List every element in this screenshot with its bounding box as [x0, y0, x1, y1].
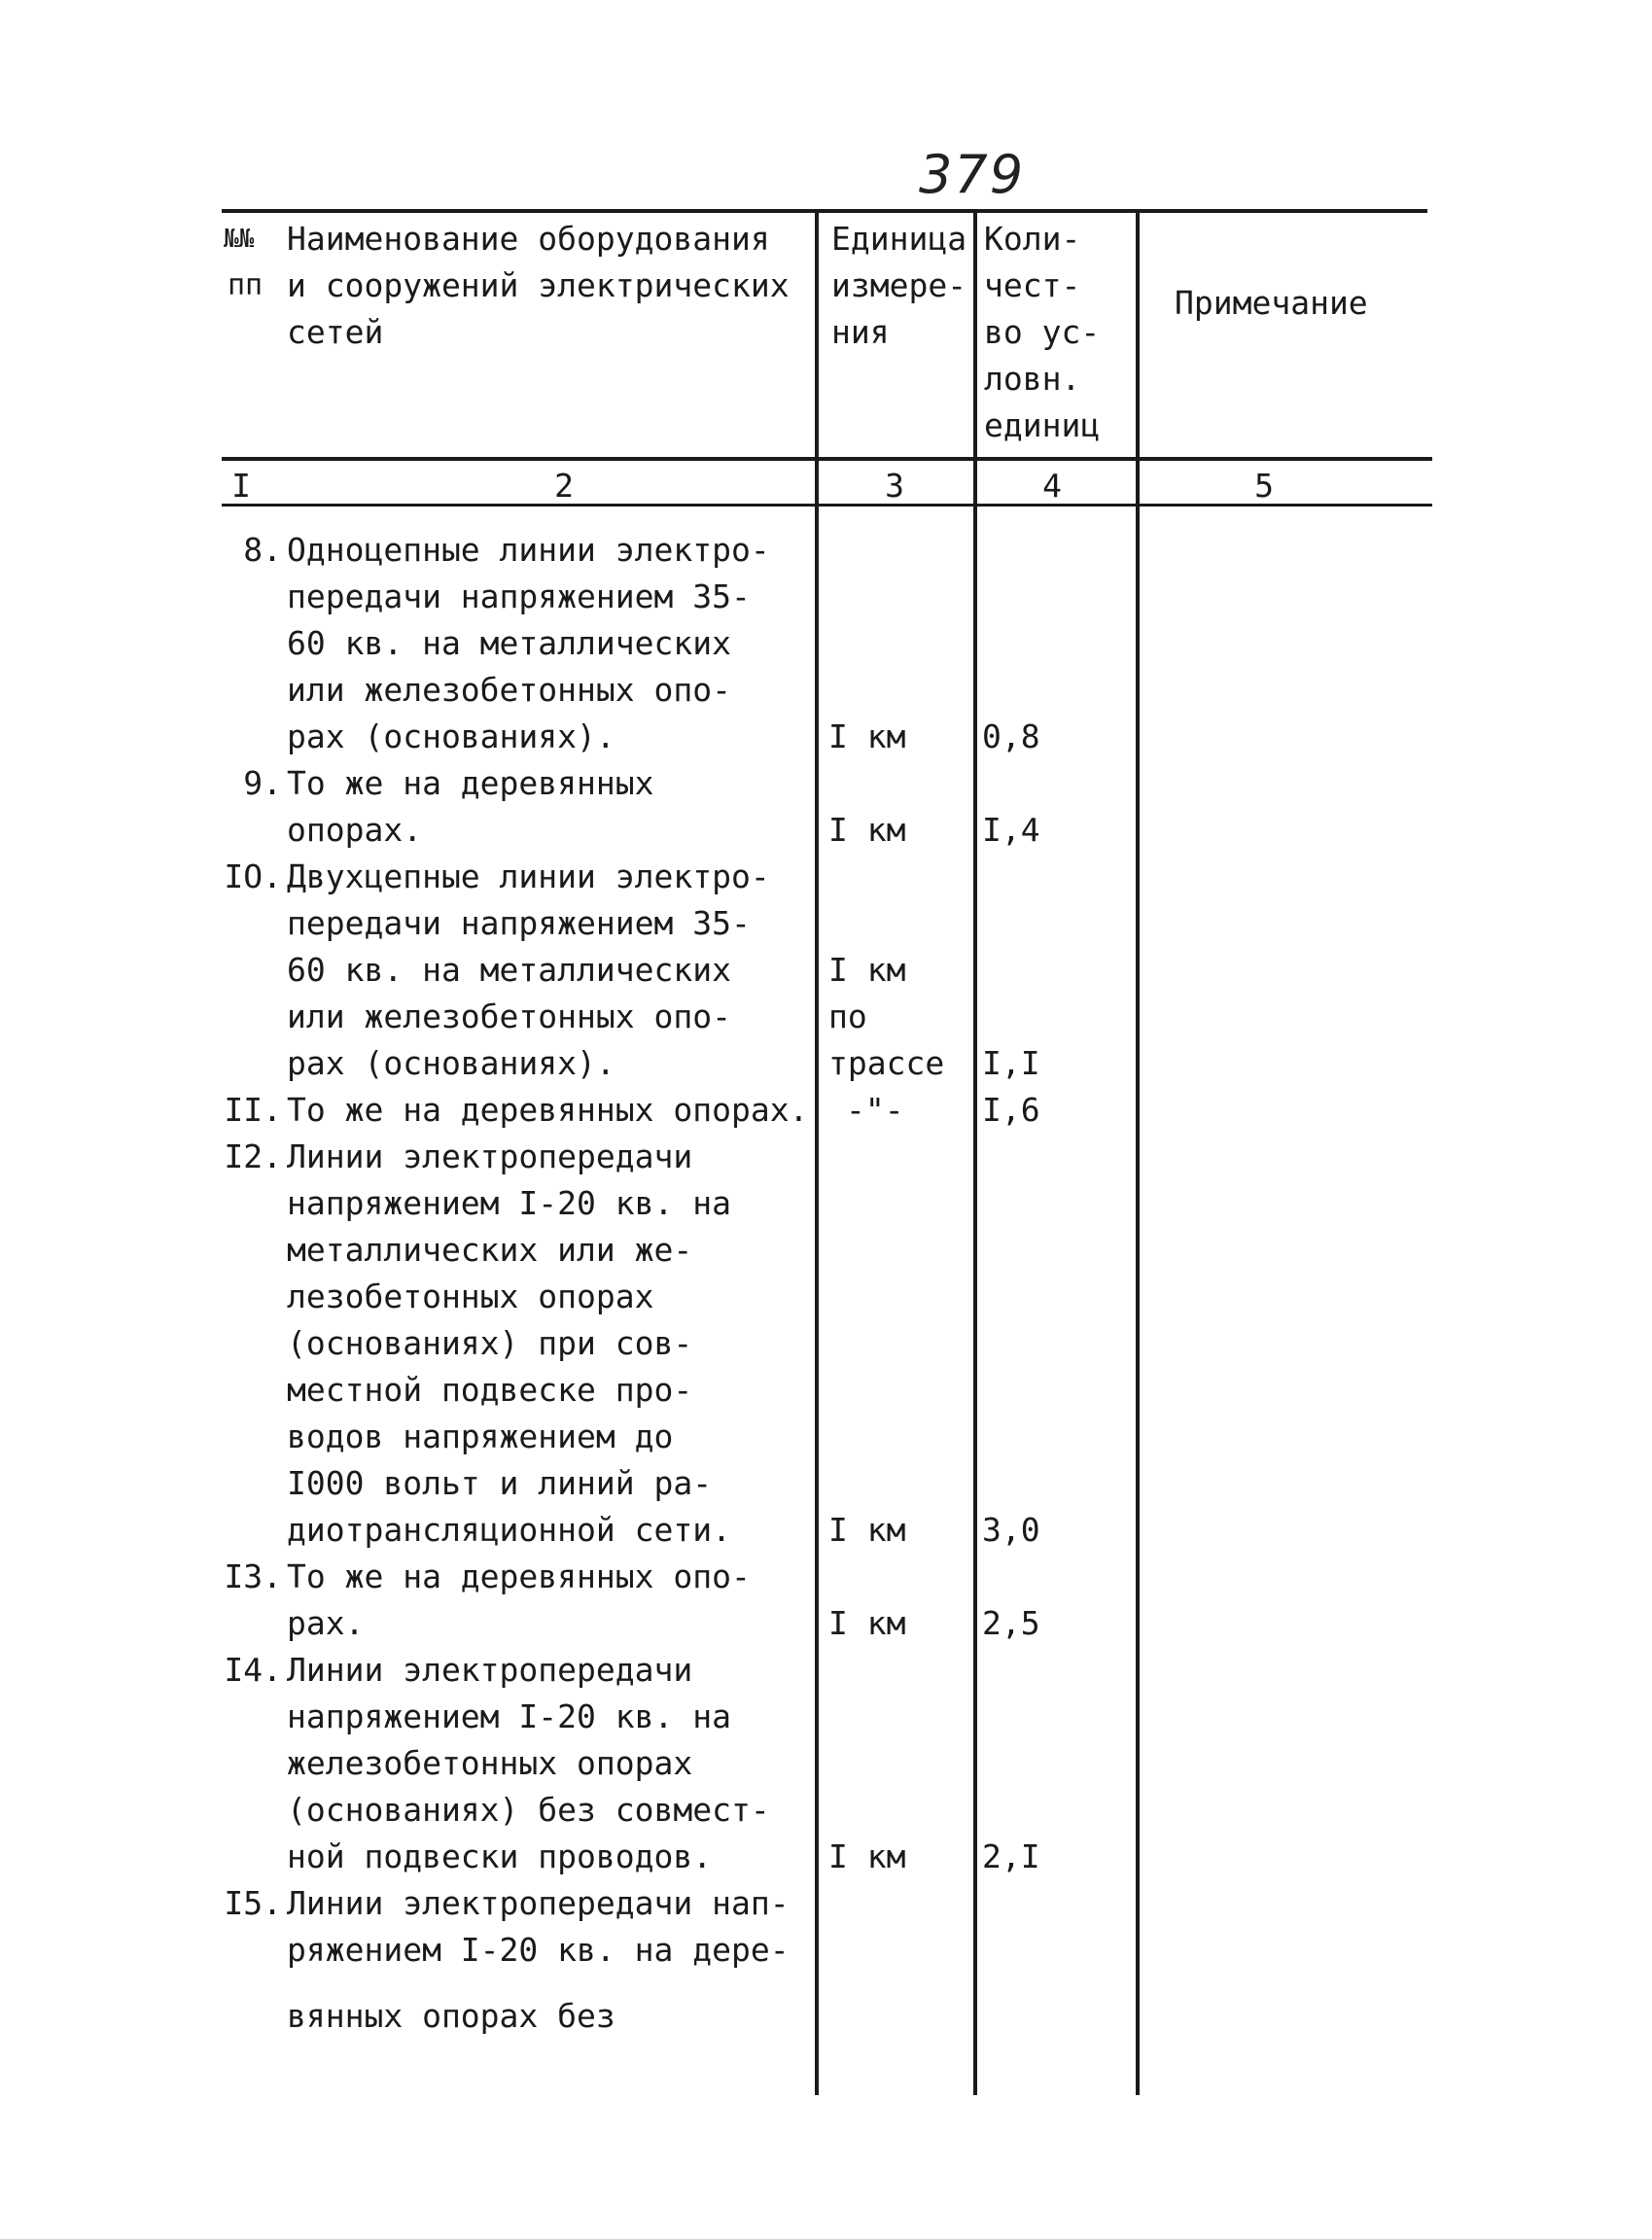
row-12-number: I2.	[224, 1137, 282, 1175]
col-number-3: 3	[885, 467, 904, 505]
col2-col3-divider-lower	[815, 540, 819, 2095]
row-13-number: I3.	[224, 1557, 282, 1595]
header-col4-line5: единиц	[984, 406, 1101, 444]
header-col3-line3: ния	[831, 313, 890, 351]
header-col3-line2: измере-	[831, 266, 967, 304]
row-10-qty: I,I	[982, 1044, 1040, 1082]
header-col4-line2: чест-	[984, 266, 1081, 304]
row-8-unit: I км	[828, 717, 906, 755]
row-12-qty: 3,0	[982, 1511, 1040, 1549]
row-12-line1: Линии электропередачи	[287, 1137, 693, 1175]
row-15-line3: вянных опорах без	[287, 1997, 615, 2035]
row-11-unit: -"-	[846, 1091, 904, 1129]
header-col2-line1: Наименование оборудования	[287, 220, 770, 258]
row-8-number: 8.	[243, 531, 282, 569]
row-12-line3: металлических или же-	[287, 1231, 693, 1269]
header-col4-line4: ловн.	[984, 360, 1081, 398]
row-12-line8: I000 вольт и линий ра-	[287, 1464, 713, 1502]
row-8-line2: передачи напряжением 35-	[287, 577, 751, 615]
header-col2-line3: сетей	[287, 313, 384, 351]
col-number-1: I	[231, 467, 251, 505]
row-8-line4: или железобетонных опо-	[287, 671, 731, 709]
row-15-number: I5.	[224, 1884, 282, 1922]
row-8-line5: рах (основаниях).	[287, 717, 615, 755]
row-8-line3: 60 кв. на металлических	[287, 624, 731, 662]
row-12-line6: местной подвеске про-	[287, 1371, 693, 1409]
col-number-4: 4	[1042, 467, 1062, 505]
row-8-qty: 0,8	[982, 717, 1040, 755]
col-number-2: 2	[554, 467, 574, 505]
row-9-qty: I,4	[982, 811, 1040, 849]
row-11-qty: I,6	[982, 1091, 1040, 1129]
header-col1-line2: пп	[228, 268, 264, 302]
row-10-line2: передачи напряжением 35-	[287, 904, 751, 942]
row-12-line7: водов напряжением до	[287, 1417, 674, 1455]
header-bottom-rule	[222, 457, 1432, 461]
row-10-line4: или железобетонных опо-	[287, 997, 731, 1035]
row-10-line5: рах (основаниях).	[287, 1044, 615, 1082]
row-14-line3: железобетонных опорах	[287, 1744, 693, 1782]
row-9-unit: I км	[828, 811, 906, 849]
row-13-qty: 2,5	[982, 1604, 1040, 1642]
row-8-line1: Одноцепные линии электро-	[287, 531, 770, 569]
header-col3-line1: Единица	[831, 220, 967, 258]
row-12-line4: лезобетонных опорах	[287, 1277, 654, 1315]
row-10-line1: Двухцепные линии электро-	[287, 857, 770, 895]
row-12-line5: (основаниях) при сов-	[287, 1324, 693, 1362]
row-12-line2: напряжением I-20 кв. на	[287, 1184, 731, 1222]
row-9-line1: То же на деревянных	[287, 764, 654, 802]
row-9-number: 9.	[243, 764, 282, 802]
header-col4-line1: Коли-	[984, 220, 1081, 258]
row-10-number: IO.	[224, 857, 282, 895]
col3-col4-divider	[973, 209, 977, 2095]
row-15-line2: ряжением I-20 кв. на дере-	[287, 1931, 790, 1969]
row-10-unit-line1: I км	[828, 951, 906, 989]
row-11-line1: То же на деревянных опорах.	[287, 1091, 809, 1129]
row-12-line9: диотрансляционной сети.	[287, 1511, 731, 1549]
row-13-line2: рах.	[287, 1604, 365, 1642]
row-14-line4: (основаниях) без совмест-	[287, 1791, 770, 1829]
header-col1-line1: №№	[224, 225, 255, 254]
row-13-line1: То же на деревянных опо-	[287, 1557, 751, 1595]
row-13-unit: I км	[828, 1604, 906, 1642]
col2-col3-divider	[815, 209, 819, 540]
row-14-line2: напряжением I-20 кв. на	[287, 1697, 731, 1735]
col-number-5: 5	[1254, 467, 1274, 505]
row-10-unit-line3: трассе	[828, 1044, 945, 1082]
row-14-qty: 2,I	[982, 1837, 1040, 1875]
row-14-number: I4.	[224, 1651, 282, 1689]
header-col2-line2: и сооружений электрических	[287, 266, 790, 304]
row-14-unit: I км	[828, 1837, 906, 1875]
row-11-number: II.	[224, 1091, 282, 1129]
row-12-unit: I км	[828, 1511, 906, 1549]
header-col4-line3: во ус-	[984, 313, 1101, 351]
page-number: 379	[919, 144, 1026, 205]
row-15-line1: Линии электропередачи нап-	[287, 1884, 790, 1922]
row-10-line3: 60 кв. на металлических	[287, 951, 731, 989]
row-14-line5: ной подвески проводов.	[287, 1837, 713, 1875]
header-col5: Примечание	[1175, 284, 1368, 322]
table-top-rule	[222, 209, 1427, 213]
row-10-unit-line2: по	[828, 997, 867, 1035]
row-9-line2: опорах.	[287, 811, 423, 849]
col4-col5-divider	[1136, 209, 1140, 2095]
row-14-line1: Линии электропередачи	[287, 1651, 693, 1689]
